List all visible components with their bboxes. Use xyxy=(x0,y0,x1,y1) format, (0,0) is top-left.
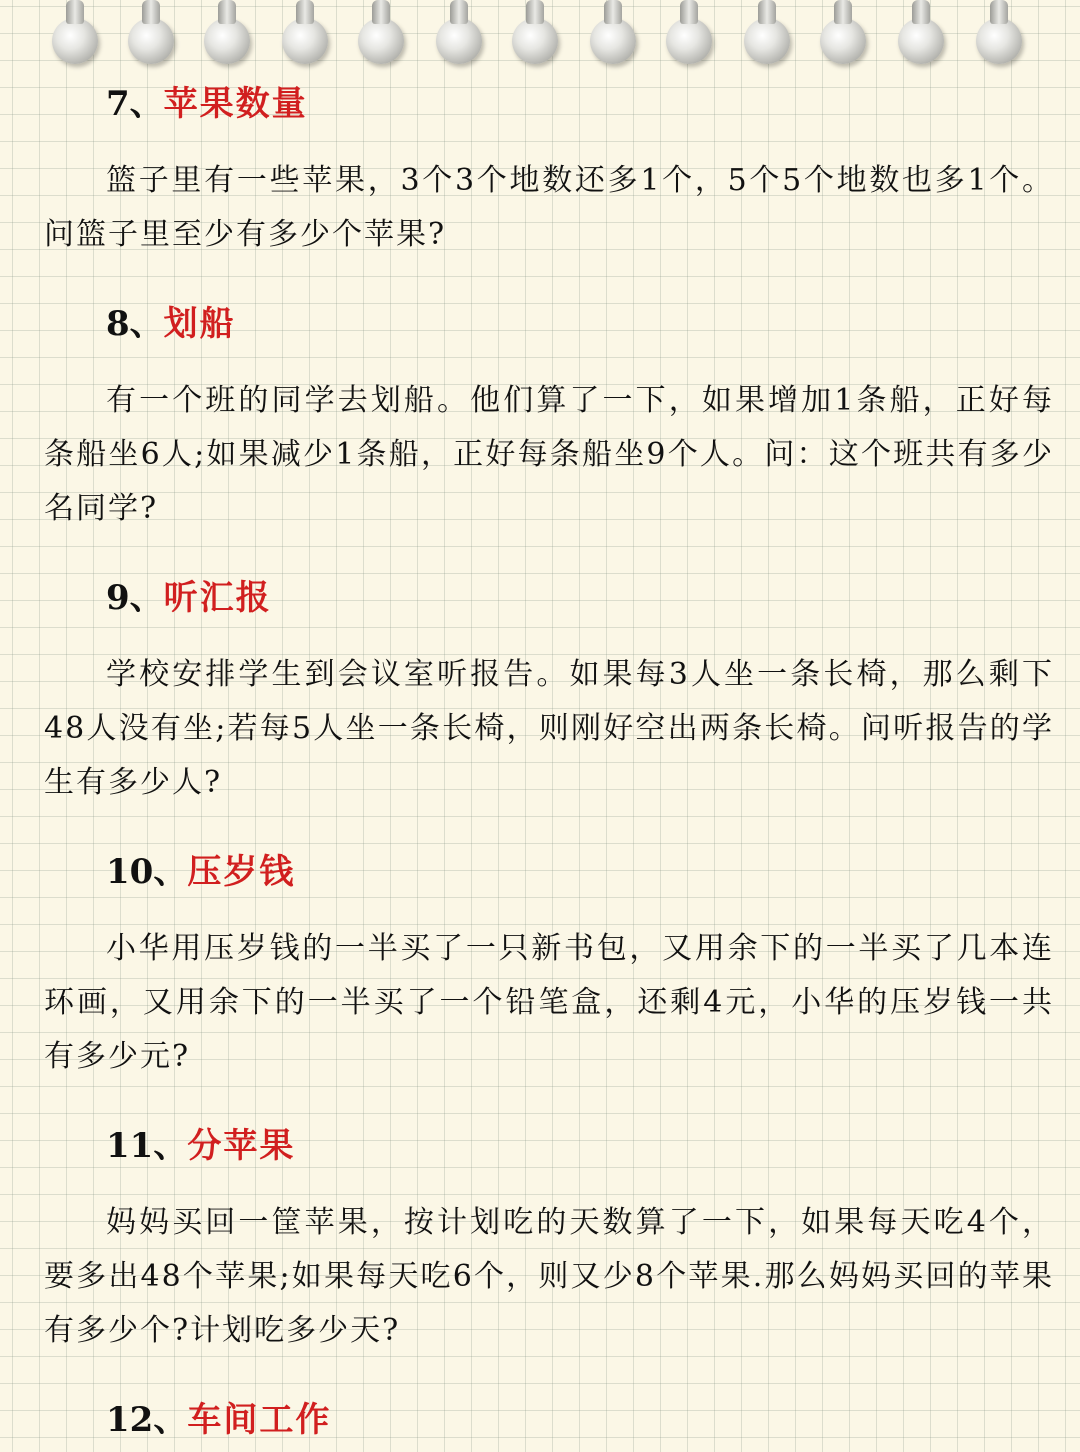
problem-heading xyxy=(106,292,1054,356)
problem-heading xyxy=(106,566,1054,630)
problem-title: 压岁钱 xyxy=(187,852,296,892)
problem-title: 划船 xyxy=(163,304,236,344)
problem-8 xyxy=(44,292,1054,536)
binding-ring xyxy=(976,18,1022,64)
binding-ring xyxy=(820,18,866,64)
problem-number: 11、 xyxy=(106,1126,188,1166)
problem-text: 妈妈买回一筐苹果，按计划吃的天数算了一下，如果每天吃4个，要多出48个苹果;如果每天吃6个，则又少8个苹果.那么妈妈买回的苹果有多少个?计划吃多少天? xyxy=(44,1205,1054,1348)
binding-ring xyxy=(436,18,482,64)
binding-ring xyxy=(590,18,636,64)
problem-title: 车间工作 xyxy=(187,1400,332,1440)
problem-12 xyxy=(44,1388,1054,1452)
binding-ring xyxy=(666,18,712,64)
problem-title: 听汇报 xyxy=(163,578,272,618)
notebook-binding xyxy=(0,0,1080,72)
problem-number: 10、 xyxy=(106,852,188,892)
problem-9 xyxy=(44,566,1054,810)
problem-heading xyxy=(106,1114,1054,1178)
binding-ring xyxy=(512,18,558,64)
problem-title: 分苹果 xyxy=(187,1126,296,1166)
problem-number: 12、 xyxy=(106,1400,188,1440)
problem-heading xyxy=(106,840,1054,904)
binding-ring xyxy=(128,18,174,64)
binding-ring xyxy=(204,18,250,64)
problem-text: 学校安排学生到会议室听报告。如果每3人坐一条长椅，那么剩下48人没有坐;若每5人坐一条长椅，则刚好空出两条长椅。问听报告的学生有多少人? xyxy=(44,657,1054,800)
problem-title: 苹果数量 xyxy=(163,84,308,124)
notebook-page xyxy=(44,72,1054,1452)
problem-number: 8、 xyxy=(106,304,164,344)
binding-ring xyxy=(898,18,944,64)
binding-ring xyxy=(358,18,404,64)
problem-text: 小华用压岁钱的一半买了一只新书包，又用余下的一半买了几本连环画，又用余下的一半买了一个铅笔盒，还剩4元，小华的压岁钱一共有多少元? xyxy=(44,931,1054,1074)
binding-ring xyxy=(744,18,790,64)
problem-heading xyxy=(106,1388,1054,1452)
problem-7 xyxy=(44,72,1054,262)
problem-10 xyxy=(44,840,1054,1084)
binding-ring xyxy=(52,18,98,64)
problem-heading xyxy=(106,72,1054,136)
problem-11 xyxy=(44,1114,1054,1358)
problem-number: 7、 xyxy=(106,84,164,124)
problem-number: 9、 xyxy=(106,578,164,618)
problem-text: 篮子里有一些苹果，3个3个地数还多1个，5个5个地数也多1个。问篮子里至少有多少个苹果? xyxy=(44,163,1054,252)
problem-text: 有一个班的同学去划船。他们算了一下，如果增加1条船，正好每条船坐6人;如果减少1条船，正好每条船坐9个人。问：这个班共有多少名同学? xyxy=(44,383,1054,526)
binding-ring xyxy=(282,18,328,64)
